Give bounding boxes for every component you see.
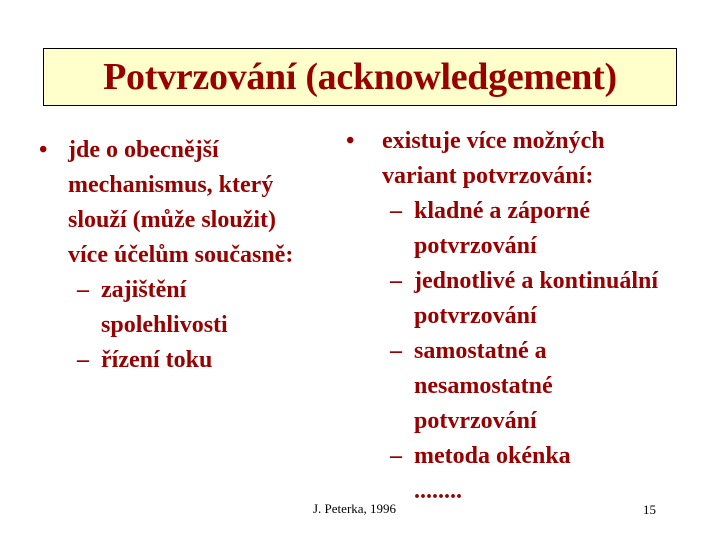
dash-icon: – bbox=[390, 198, 402, 224]
text-line: spolehlivosti bbox=[101, 312, 228, 338]
sub-item bbox=[346, 264, 658, 334]
dash-icon: – bbox=[77, 347, 89, 373]
dash-icon: – bbox=[77, 277, 89, 303]
text-line: existuje více možných bbox=[382, 128, 605, 154]
text-line: potvrzování bbox=[414, 303, 537, 329]
text-line: metoda okénka bbox=[414, 443, 571, 469]
sub-item bbox=[39, 343, 293, 378]
text-line: jde o obecnější bbox=[68, 137, 219, 163]
dash-icon: – bbox=[390, 338, 402, 364]
dash-icon: – bbox=[390, 443, 402, 469]
text-line: více účelům současně: bbox=[68, 242, 294, 268]
text-line: jednotlivé a kontinuální bbox=[414, 268, 659, 294]
slide-title: Potvrzování (acknowledgement) bbox=[103, 56, 617, 98]
text-line: nesamostatné bbox=[414, 373, 553, 399]
sub-item bbox=[39, 273, 293, 343]
text-line: zajištění bbox=[101, 277, 187, 303]
right-column bbox=[346, 124, 658, 509]
text-line: potvrzování bbox=[414, 233, 537, 259]
sub-item bbox=[346, 334, 658, 439]
title-box bbox=[43, 48, 677, 106]
ellipsis-text: ........ bbox=[414, 478, 462, 504]
text-line: mechanismus, který bbox=[68, 172, 274, 198]
sub-item bbox=[346, 439, 658, 474]
text-line: potvrzování bbox=[414, 408, 537, 434]
footer-author: J. Peterka, 1996 bbox=[313, 501, 397, 516]
bullet-icon: • bbox=[39, 137, 48, 163]
dash-icon: – bbox=[390, 268, 402, 294]
page-number: 15 bbox=[643, 502, 656, 517]
sub-item bbox=[346, 194, 658, 264]
left-column bbox=[39, 133, 293, 378]
text-line: samostatné a bbox=[414, 338, 547, 364]
text-line: řízení toku bbox=[101, 347, 213, 373]
bullet-item bbox=[346, 124, 658, 194]
text-line: variant potvrzování: bbox=[382, 163, 594, 189]
text-line: kladné a záporné bbox=[414, 198, 591, 224]
bullet-item bbox=[39, 133, 293, 273]
bullet-icon: • bbox=[346, 128, 355, 154]
text-line: slouží (může sloužit) bbox=[68, 207, 276, 233]
